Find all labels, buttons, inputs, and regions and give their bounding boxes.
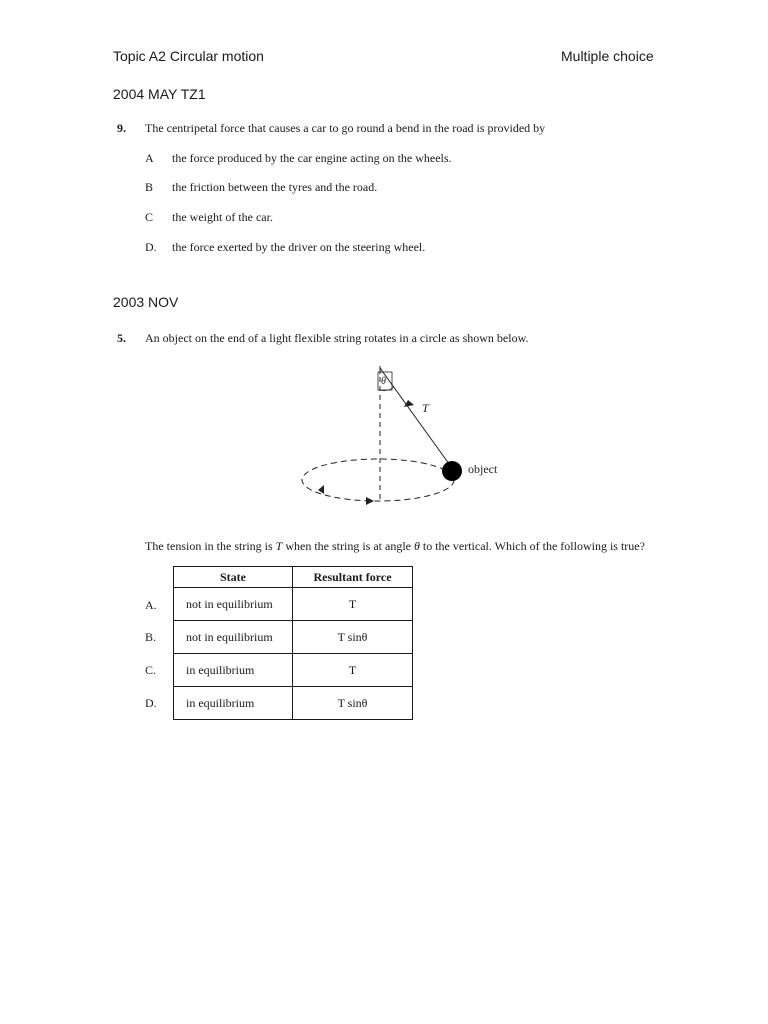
angle-label: θ xyxy=(381,376,386,387)
option-text: the force exerted by the driver on the steering wheel. xyxy=(172,240,426,254)
section-title-2004: 2004 MAY TZ1 xyxy=(113,86,206,102)
prompt-text: to the vertical. Which of the following is true? xyxy=(419,539,645,553)
state-cell: not in equilibrium xyxy=(174,588,293,621)
option-letter: C xyxy=(145,210,154,224)
state-cell: in equilibrium xyxy=(174,687,293,720)
option-letter: D. xyxy=(145,240,157,254)
force-cell: T sinθ xyxy=(293,621,413,654)
option-letter: C. xyxy=(145,663,157,677)
force-cell: T xyxy=(293,588,413,621)
prompt-text: when the string is at angle xyxy=(282,539,414,553)
question-prompt xyxy=(145,539,645,554)
circular-path xyxy=(302,459,454,501)
state-cell: not in equilibrium xyxy=(174,621,293,654)
tension-label: T xyxy=(422,401,429,415)
option-letter: A. xyxy=(145,598,157,612)
table-row xyxy=(174,621,413,654)
question-number: 5. xyxy=(117,331,126,345)
circular-motion-diagram xyxy=(290,360,520,510)
answer-table xyxy=(173,566,413,720)
object-label: object xyxy=(468,462,498,476)
header-type: Multiple choice xyxy=(561,48,654,64)
object-ball xyxy=(442,461,462,481)
column-header-force: Resultant force xyxy=(293,567,413,588)
table-row xyxy=(174,654,413,687)
option-text: the friction between the tyres and the road. xyxy=(172,180,378,194)
table-row xyxy=(174,687,413,720)
header-topic: Topic A2 Circular motion xyxy=(113,48,264,64)
direction-arrow xyxy=(366,497,374,505)
option-letter: B xyxy=(145,180,154,194)
question-text: The centripetal force that causes a car to go round a bend in the road is provided by xyxy=(145,121,546,135)
table-header-row xyxy=(174,567,413,588)
column-header-state: State xyxy=(174,567,293,588)
prompt-text: The tension in the string is xyxy=(145,539,276,553)
table-row xyxy=(174,588,413,621)
option-letter: D. xyxy=(145,696,157,710)
state-cell: in equilibrium xyxy=(174,654,293,687)
option-letter: A xyxy=(145,151,154,165)
direction-arrow xyxy=(318,485,324,494)
force-cell: T xyxy=(293,654,413,687)
option-letter: B. xyxy=(145,630,157,644)
prompt-var-t: T xyxy=(275,539,283,553)
section-title-2003: 2003 NOV xyxy=(113,294,179,310)
question-number: 9. xyxy=(117,121,126,135)
question-text: An object on the end of a light flexible string rotates in a circle as shown below. xyxy=(145,331,529,345)
option-text: the force produced by the car engine acting on the wheels. xyxy=(172,151,452,165)
prompt-var-theta: θ xyxy=(413,539,420,553)
option-text: the weight of the car. xyxy=(172,210,273,224)
force-cell: T sinθ xyxy=(293,687,413,720)
string xyxy=(380,368,452,468)
